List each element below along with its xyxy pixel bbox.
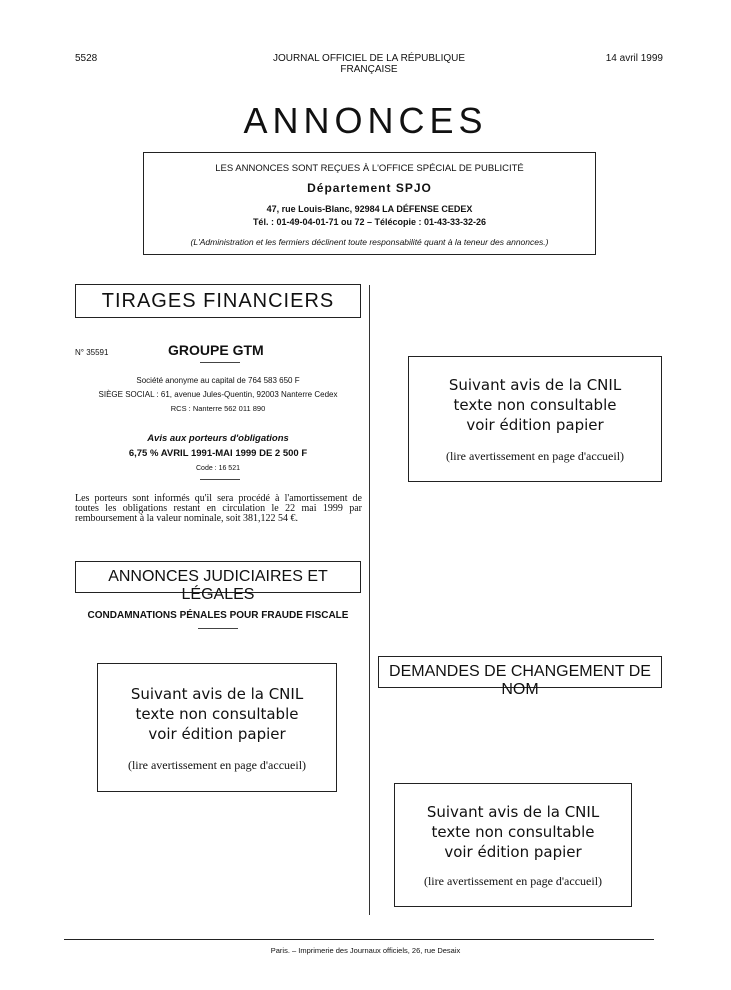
cnil-notice	[408, 356, 662, 482]
separator	[198, 628, 238, 629]
cnil-line: Suivant avis de la CNIL	[130, 685, 304, 703]
cnil-line: voir édition papier	[148, 725, 286, 743]
annonce-number: N° 35591	[75, 348, 109, 357]
section-heading-text: DEMANDES DE CHANGEMENT DE NOM	[389, 663, 651, 698]
avis-subtitle: 6,75 % AVRIL 1991-MAI 1999 DE 2 500 F	[128, 448, 308, 459]
separator	[200, 362, 240, 363]
subheading: CONDAMNATIONS PÉNALES POUR FRAUDE FISCALE	[87, 610, 349, 621]
page-title: ANNONCES	[243, 100, 488, 141]
info-box	[143, 152, 596, 255]
info-line: LES ANNONCES SONT REÇUES À L'OFFICE SPÉCIAL DE PUBLICITÉ	[215, 163, 524, 174]
cnil-line: voir édition papier	[444, 843, 582, 861]
cnil-note: (lire avertissement en page d'accueil)	[423, 874, 603, 888]
cnil-line: texte non consultable	[135, 705, 299, 723]
avis-title: Avis aux porteurs d'obligations	[147, 433, 289, 444]
cnil-line: voir édition papier	[466, 416, 604, 434]
cnil-note: (lire avertissement en page d'accueil)	[445, 449, 625, 463]
footer-rule	[64, 939, 654, 940]
cnil-note: (lire avertissement en page d'accueil)	[127, 758, 307, 772]
section-heading-tirages	[75, 284, 361, 318]
cnil-line: texte non consultable	[431, 823, 595, 841]
avis-code: Code : 16 521	[196, 465, 240, 472]
cnil-notice	[394, 783, 632, 907]
company-name: GROUPE GTM	[168, 342, 264, 358]
avis-body: Les porteurs sont informés qu'il sera procédé à l'amortissement de toutes les obligations restant en circulation le 22 mai 1999 par remboursement à la valeur nominale, soit 381,122 54 €.	[75, 493, 362, 524]
company-rcs: RCS : Nanterre 562 011 890	[170, 404, 266, 413]
column-divider	[369, 285, 370, 915]
address: 47, rue Louis-Blanc, 92984 LA DÉFENSE CEDEX	[266, 204, 473, 214]
section-heading-demandes	[378, 656, 662, 698]
journal-title: JOURNAL OFFICIEL DE LA RÉPUBLIQUE FRANÇAISE	[272, 53, 466, 75]
page-number: 5528	[75, 53, 98, 64]
disclaimer: (L'Administration et les fermiers déclinent toute responsabilité quant à la teneur des annonces.)	[190, 237, 549, 247]
section-heading-text: ANNONCES JUDICIAIRES ET LÉGALES	[108, 568, 328, 603]
separator	[200, 479, 240, 480]
company-capital: Société anonyme au capital de 764 583 650 F	[136, 376, 300, 385]
section-heading-text: TIRAGES FINANCIERS	[101, 290, 335, 312]
cnil-line: Suivant avis de la CNIL	[426, 803, 600, 821]
company-address: SIÈGE SOCIAL : 61, avenue Jules-Quentin, 92003 Nanterre Cedex	[98, 390, 338, 399]
phone-line: Tél. : 01-49-04-01-71 ou 72 – Télécopie : 01-43-33-32-26	[252, 217, 487, 227]
department-name: Département SPJO	[307, 181, 432, 195]
cnil-notice	[97, 663, 337, 792]
footer-imprint: Paris. – Imprimerie des Journaux officiels, 26, rue Desaix	[270, 946, 461, 955]
cnil-line: texte non consultable	[453, 396, 617, 414]
cnil-line: Suivant avis de la CNIL	[448, 376, 622, 394]
section-heading-judiciaires	[75, 561, 361, 603]
header-date: 14 avril 1999	[605, 53, 663, 64]
